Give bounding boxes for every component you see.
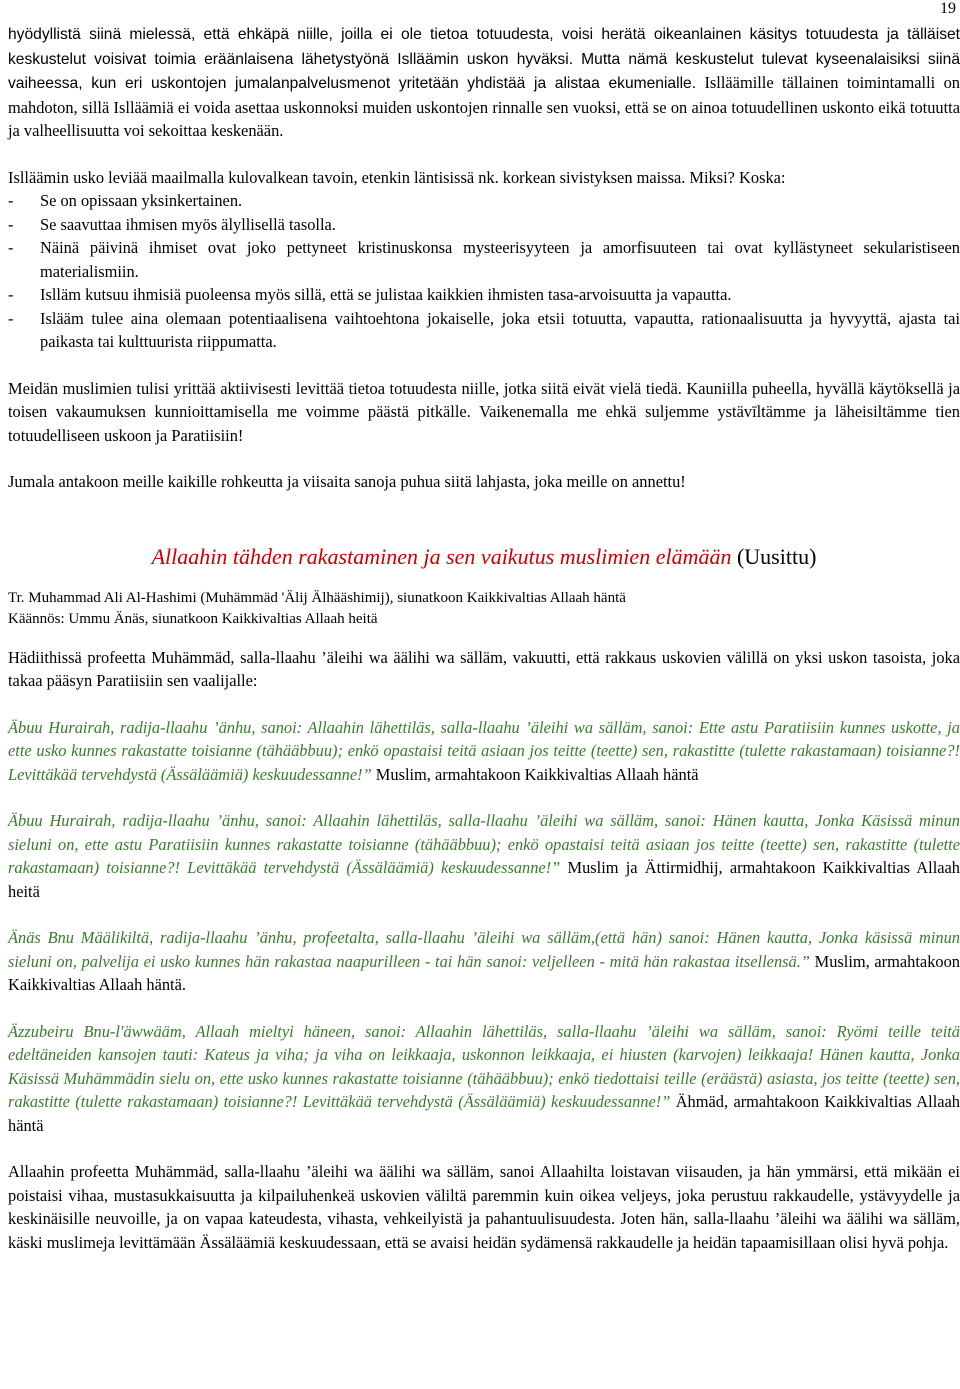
document-body [8, 22, 960, 1254]
spacer [8, 903, 960, 926]
intro-paragraph [8, 22, 960, 143]
spacer [8, 354, 960, 377]
list-item: - Se on opissaan yksinkertainen. [8, 191, 243, 210]
hadith-paragraph [8, 809, 960, 903]
spacer [8, 786, 960, 809]
intro-paragraph-serif: Islläämille tällainen toimintamalli on mahdoton, sillä Islläämiä ei voida asettaa uskonnoksi muiden uskontojen rinnalle sen vuoksi, että se on ainoa totuudellinen uskonto eikä totuutta ja valheellisuutta voi sekoittaa keskenään. [8, 73, 960, 140]
hadith-source: Ähmäd, armahtakoon Kaikkivaltias Allaah häntä [8, 1092, 960, 1135]
hadith-source: Muslim, armahtakoon Kaikkivaltias Allaah häntä. [8, 951, 960, 994]
hadith-text: Änäs Bnu Määlikiltä, radija-llaahu ’änhu, profeetalta, salla-llaahu ’äleihi wa sälläm,(että hän) sanoi: Hänen kautta, Jonka käsissä minun sieluni on, palvelija ei usko kunnes hän rakastaa naapurilleen - tai hän sanoi: veljelleen - mitä hän rakastaa itsellensä.” [8, 928, 960, 971]
spacer [8, 143, 960, 166]
page-number: 19 [940, 0, 956, 17]
intro-paragraph-sans: hyödyllistä siinä mielessä, että ehkäpä niille, joilla ei ole tietoa totuudesta, voisi herätä oikeanlainen käsitys totuudesta ja tälläiset keskustelut voisivat toimia eräänlaisena lähetystyönä Islläämin uskon hyväksi. Mutta nämä keskustelut tulevat kyseenalaisiksi siinä vaiheessa, kun eri uskontojen jumalanpalvelusmenot yritetään yhdistää ja alistaa ekumenialle. [8, 26, 960, 92]
spacer [8, 693, 960, 716]
hadith-paragraph [8, 926, 960, 997]
article-title: Allaahin tähden rakastaminen ja sen vaikutus muslimien elämään (Uusittu) [151, 543, 817, 569]
spread-paragraph: Islläämin usko leviää maailmalla kulovalkean tavoin, etenkin läntisissä nk. korkean sivistyksen maissa. Miksi? Koska: [8, 167, 786, 187]
spacer [8, 997, 960, 1020]
article-author: Tr. Muhammad Ali Al-Hashimi (Muhämmäd 'Älij Älhääshimij), siunatkoon Kaikkivaltias Allaah häntä [8, 589, 626, 606]
list-item: - Se saavuttaa ihmisen myös älyllisellä tasolla. [8, 214, 336, 234]
hadith-text: Äzzubeiru Bnu-l'äwwääm, Allaah mieltyi häneen, sanoi: Allaahin lähettiläs, salla-llaahu ’äleihi wa sälläm, sanoi: Ryömi teille teitä edeltäneiden kansojen tauti: Kateus ja viha; ja viha on leikkaaja, uskonnon leikkaaja, ei hiusten (karvojen) leikkaaja! Hänen kautta, Jonka Käsissä Muhämmädin sielu on, ette usko kunnes rakastatte toisianne (tähääbbuu); enkö tiedottaisi teille (erääsτä) asiasta, jos teitte (teette) sen, rakastitte (tulette rakastamaan) toisianne?! Levittäkää tervehdystä (Ässäläämiä) keskuudessanne!” [8, 1021, 960, 1111]
spacer [8, 447, 960, 470]
spacer [8, 494, 960, 542]
prayer-paragraph: Jumala antakoon meille kaikille rohkeutta ja viisaita sanoja puhua siitä lahjasta, joka meille on annettu! [8, 472, 686, 491]
list-item: - Näinä päivinä ihmiset ovat joko pettyneet kristinuskonsa mysteerisyyteen ja amorfisuuteen tai ovat kyllästyneet sekularistiseen materialismiin. [8, 238, 960, 281]
hadith-source: Muslim, armahtakoon Kaikkivaltias Allaah häntä [371, 764, 699, 784]
article-translator: Käännös: Ummu Änäs, siunatkoon Kaikkivaltias Allaah heitä [8, 610, 378, 627]
hadith-paragraph [8, 1020, 960, 1138]
list-item: - Islläm kutsuu ihmisiä puoleensa myös sillä, että se julistaa kaikkien ihmisten tasa-arvoisuutta ja vapautta. [8, 285, 732, 304]
lead-paragraph: Hädiithissä profeetta Muhämmäd, salla-llaahu ’äleihi wa äälihi wa sälläm, vakuutti, että rakkaus uskovien välillä on yksi uskon tasoista, joka takaa pääsyn Paratiisiin sen vaalijalle: [8, 647, 960, 690]
spacer [8, 630, 960, 646]
hadith-text: Äbuu Hurairah, radija-llaahu ’änhu, sanoi: Allaahin lähettiläs, salla-llaahu ’äleihi wa sälläm, sanoi: Ette astu Paratiisiin kunnes uskotte, ja ette usko kunnes rakastatte toisianne (tähääbbuu); enkö opastaisi teitä asiaan jos teitte (teette) sen, rakastitte (tulette rakastamaan) toisianne?! Levittäkää tervehdystä (Ässäläämiä) keskuudessanne!” [8, 717, 960, 784]
spacer [8, 572, 960, 588]
closing-paragraph: Allaahin profeetta Muhämmäd, salla-llaahu ’äleihi wa äälihi wa sälläm, sanoi Allaahilta loistavan viisauden, ja hän ymmärsi, että mikään ei poistaisi vihaa, mustasukkaisuutta ja kilpailuhenkeä uskovien väliltä paremmin kuin oikea veljeys, joka perustuu rakkaudelle, ystävyydelle ja keskinäisille neuvoille, ja on vapaa kateudesta, vihasta, vehkeilyistä ja pahantuulisuudesta. Joten hän, salla-llaahu ’äleihi wa äälihi wa sälläm, käski muslimeja levittämään Ässäläämiä keskuudessaan, että se avaisi heidän sydämensä rakkaudelle ja heidän tapaamisillaan olisi hyvä pohja. [8, 1162, 960, 1252]
list-item: - Islääm tulee aina olemaan potentiaalisena vaihtoehtona jokaiselle, joka etsii totuutta, vapautta, rationaalisuutta ja hyvyyttä, ajasta tai paikasta tai kulttuurista riippumatta. [8, 308, 960, 351]
hadith-text: Äbuu Hurairah, radija-llaahu ’änhu, sanoi: Allaahin lähettiläs, salla-llaahu ’äleihi wa sälläm, sanoi: Hänen kautta, Jonka Käsissä minun sieluni on, ette astu Paratiisiin kunnes rakastatte toisianne (tähääbbuu); enkö opastaisi teitä asiaan jos teitte (teette) sen, rakastitte (tulette rakastamaan) toisianne?! Levittäkää tervehdystä (Ässäläämiä) keskuudessanne!” [8, 811, 960, 877]
hadith-source: Muslim ja Ättirmidhij, armahtakoon Kaikkivaltias Allaah heitä [8, 858, 960, 901]
reasons-list [8, 189, 960, 354]
hadith-paragraph [8, 716, 960, 787]
muslims-paragraph: Meidän muslimien tulisi yrittää aktiivisesti levittää tietoa totuudesta niille, jotka siitä eivät vielä tiedä. Kauniilla puheella, hyvällä käytöksellä ja toisen vakaumuksen kunnioittamisella me voimme päästä pitkälle. Vaikenemalla me ehkä suljemme ystävīltämme ja läheisiltämme tien totuudelliseen uskoon ja Paratiisiin! [8, 378, 960, 445]
spacer [8, 1137, 960, 1160]
